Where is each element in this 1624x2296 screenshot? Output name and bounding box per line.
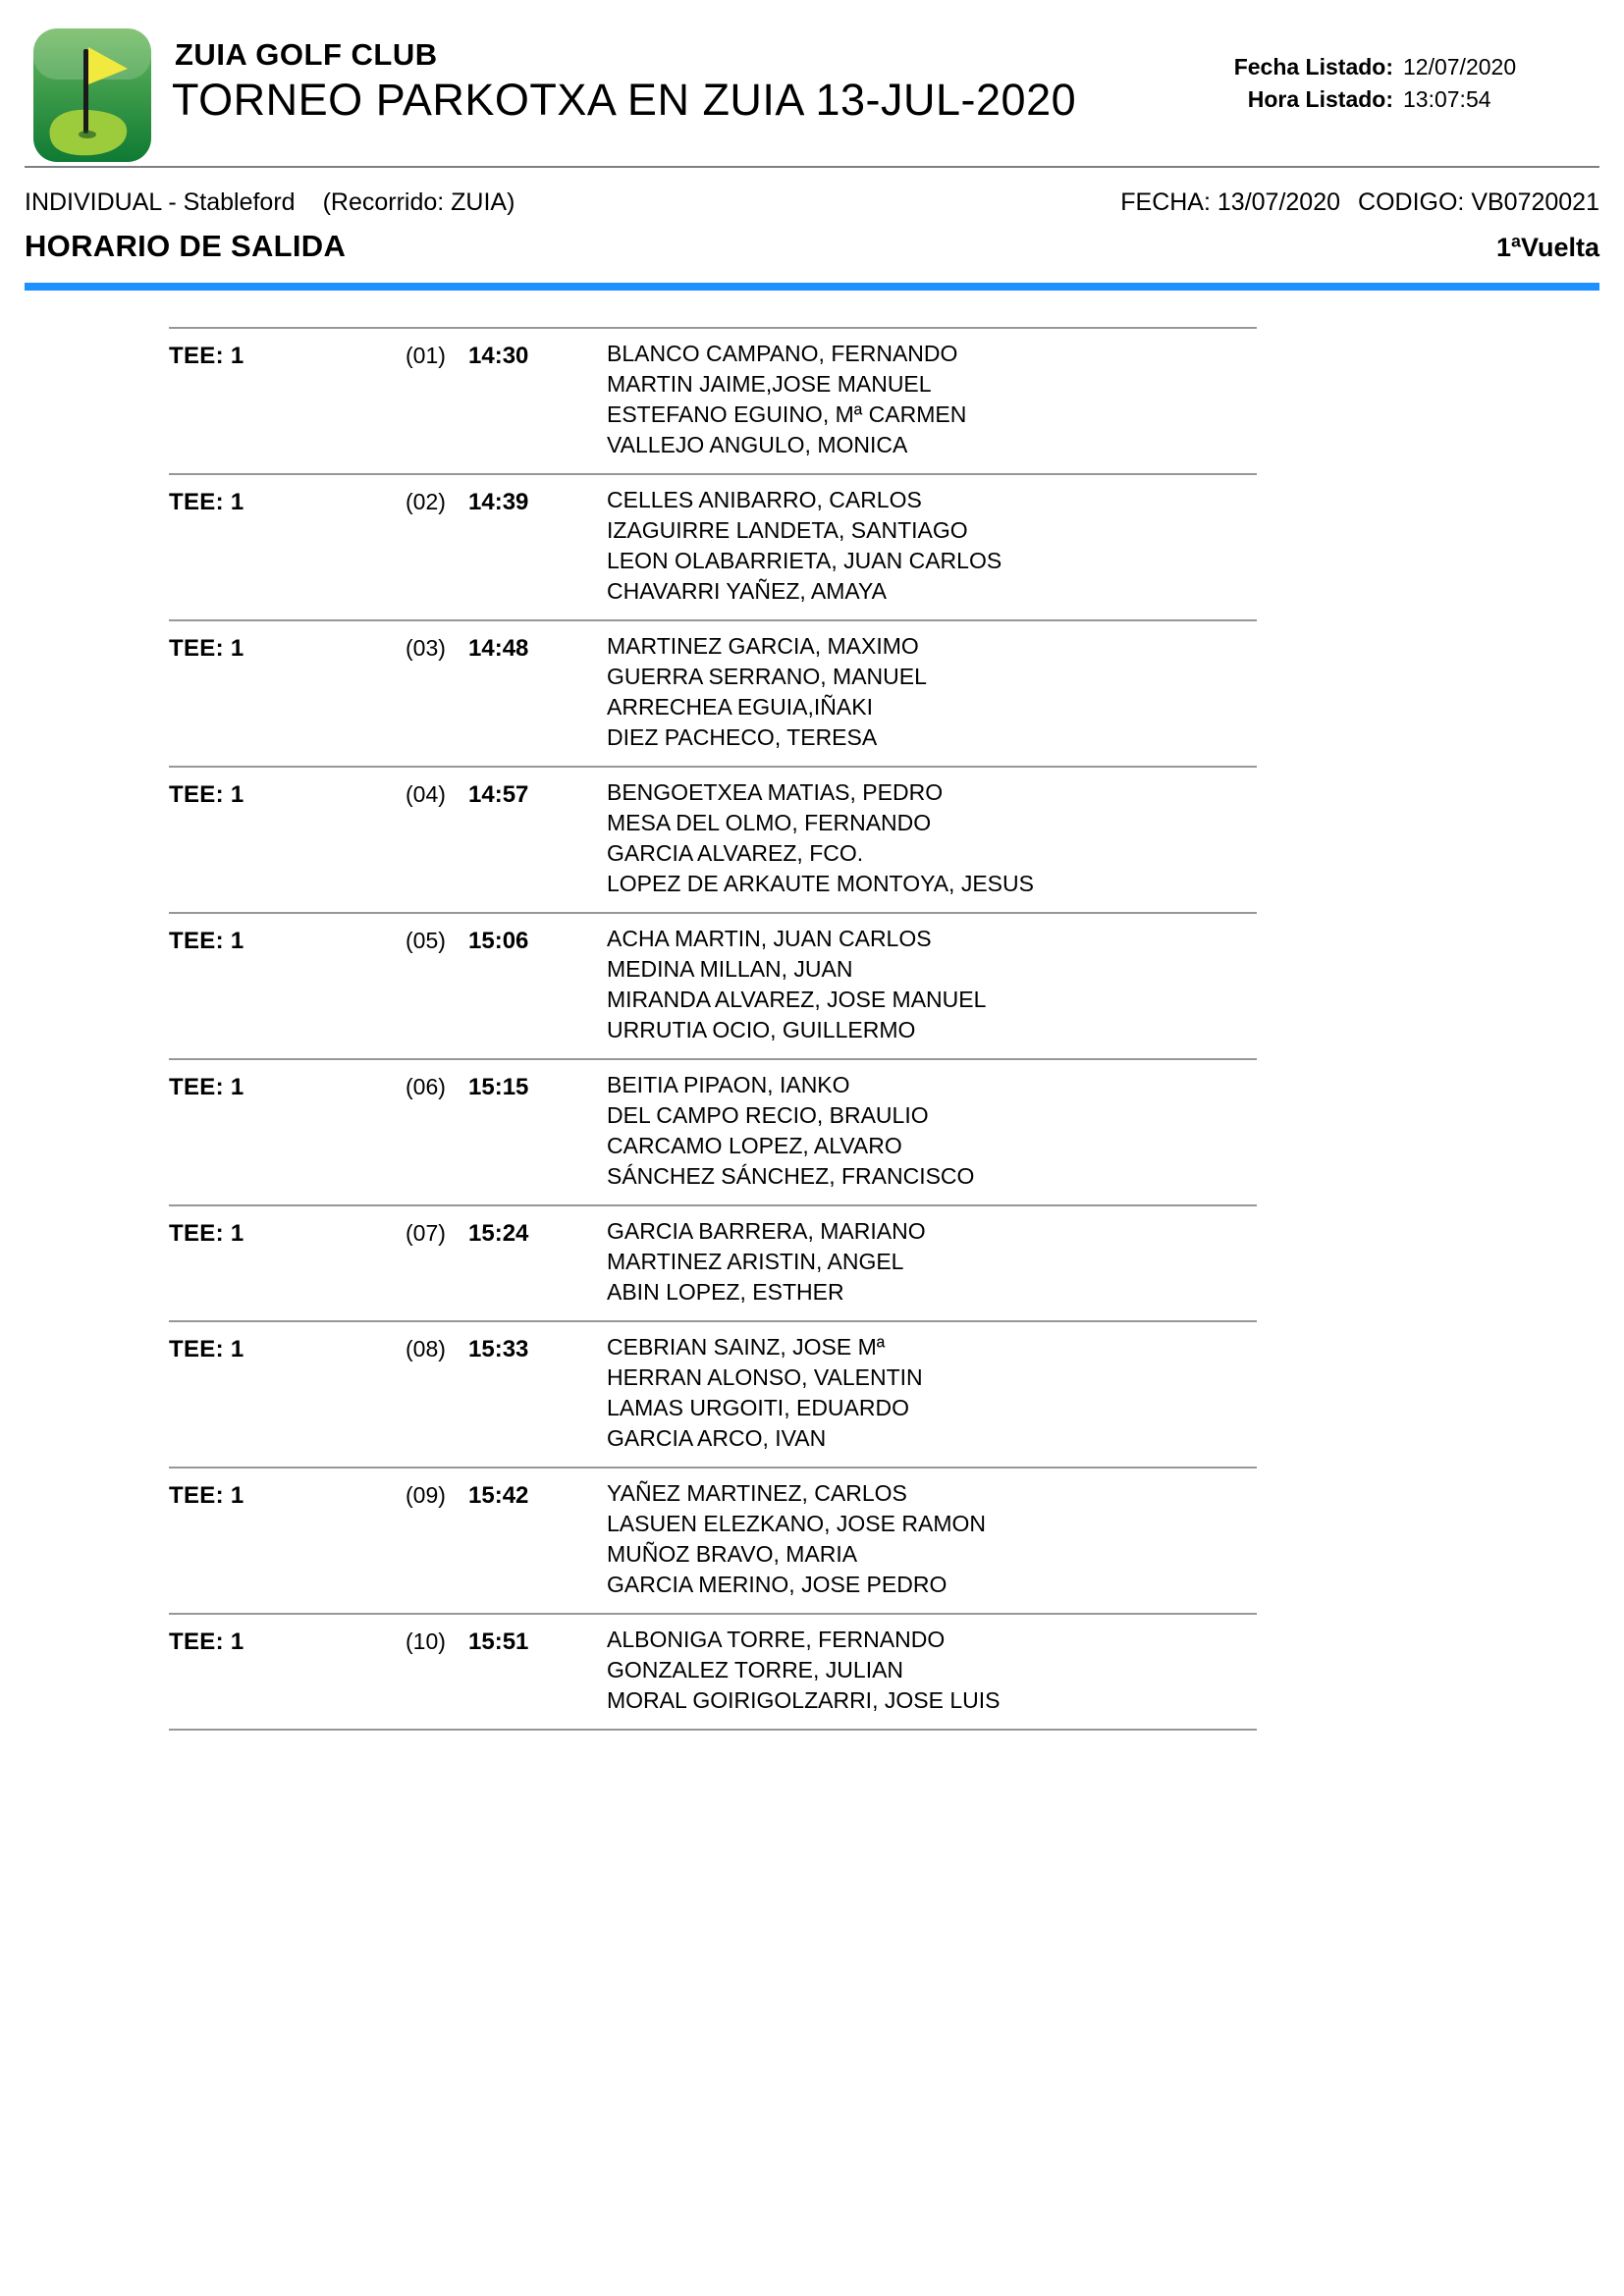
tee-label: TEE: 1 bbox=[169, 1220, 244, 1247]
fecha-pair bbox=[1120, 188, 1340, 216]
start-time: 14:39 bbox=[468, 489, 529, 515]
player-name: DEL CAMPO RECIO, BRAULIO bbox=[607, 1102, 929, 1128]
player-list bbox=[607, 924, 1257, 1045]
player-name: GARCIA BARRERA, MARIANO bbox=[607, 1218, 926, 1244]
tee-label: TEE: 1 bbox=[169, 781, 244, 808]
player-name: MUÑOZ BRAVO, MARIA bbox=[607, 1541, 858, 1567]
tee-label: TEE: 1 bbox=[169, 928, 244, 954]
start-time: 15:06 bbox=[468, 928, 529, 954]
player-name: HERRAN ALONSO, VALENTIN bbox=[607, 1364, 923, 1390]
player-name: GARCIA ALVAREZ, FCO. bbox=[607, 840, 864, 866]
player-name: ESTEFANO EGUINO, Mª CARMEN bbox=[607, 401, 967, 427]
player-name: MEDINA MILLAN, JUAN bbox=[607, 956, 853, 982]
group-order: (03) bbox=[406, 635, 446, 661]
date-code-info bbox=[1120, 188, 1599, 217]
codigo-value: VB0720021 bbox=[1471, 188, 1599, 216]
player-name: CARCAMO LOPEZ, ALVARO bbox=[607, 1133, 902, 1158]
tee-label: TEE: 1 bbox=[169, 1336, 244, 1362]
club-name: ZUIA GOLF CLUB bbox=[175, 37, 438, 72]
tee-label: TEE: 1 bbox=[169, 1074, 244, 1100]
group-order: (08) bbox=[406, 1336, 446, 1362]
club-logo bbox=[32, 27, 152, 163]
tee-time-group bbox=[169, 914, 1257, 1060]
player-name: CEBRIAN SAINZ, JOSE Mª bbox=[607, 1334, 886, 1360]
player-name: LASUEN ELEZKANO, JOSE RAMON bbox=[607, 1511, 986, 1536]
player-name: BENGOETXEA MATIAS, PEDRO bbox=[607, 779, 944, 805]
group-order: (05) bbox=[406, 928, 446, 953]
tee-time-group bbox=[169, 1206, 1257, 1322]
tee-time-group bbox=[169, 768, 1257, 914]
player-name: LEON OLABARRIETA, JUAN CARLOS bbox=[607, 548, 1002, 573]
tee-time-group bbox=[169, 475, 1257, 621]
player-list bbox=[607, 1070, 1257, 1192]
player-name: MARTINEZ GARCIA, MAXIMO bbox=[607, 633, 919, 659]
meta-row bbox=[25, 188, 1599, 217]
start-time: 15:42 bbox=[468, 1482, 529, 1509]
course-label: (Recorrido: ZUIA) bbox=[322, 188, 515, 216]
header-divider bbox=[25, 166, 1599, 168]
tee-time-group bbox=[169, 1322, 1257, 1468]
hora-listado-row bbox=[1234, 83, 1526, 116]
competition-info bbox=[25, 188, 514, 217]
group-order: (07) bbox=[406, 1220, 446, 1246]
tee-label: TEE: 1 bbox=[169, 1482, 244, 1509]
player-list bbox=[607, 1478, 1257, 1600]
tee-label: TEE: 1 bbox=[169, 343, 244, 369]
player-name: VALLEJO ANGULO, MONICA bbox=[607, 432, 908, 457]
codigo-pair bbox=[1358, 188, 1599, 216]
fecha-listado-row bbox=[1234, 51, 1526, 83]
page-title: HORARIO DE SALIDA bbox=[25, 229, 347, 263]
player-name: MARTIN JAIME,JOSE MANUEL bbox=[607, 371, 932, 397]
tee-label: TEE: 1 bbox=[169, 1629, 244, 1655]
start-time: 15:24 bbox=[468, 1220, 529, 1247]
group-order: (01) bbox=[406, 343, 446, 368]
tee-time-group bbox=[169, 1468, 1257, 1615]
player-list bbox=[607, 485, 1257, 607]
player-name: MARTINEZ ARISTIN, ANGEL bbox=[607, 1249, 904, 1274]
group-order: (09) bbox=[406, 1482, 446, 1508]
hora-listado-label: Hora Listado: bbox=[1247, 86, 1393, 112]
group-order: (04) bbox=[406, 781, 446, 807]
tee-label: TEE: 1 bbox=[169, 489, 244, 515]
start-time: 15:33 bbox=[468, 1336, 529, 1362]
fecha-value: 13/07/2020 bbox=[1217, 188, 1341, 216]
player-name: URRUTIA OCIO, GUILLERMO bbox=[607, 1017, 916, 1042]
group-order: (10) bbox=[406, 1629, 446, 1654]
player-name: IZAGUIRRE LANDETA, SANTIAGO bbox=[607, 517, 968, 543]
start-time: 14:57 bbox=[468, 781, 529, 808]
player-name: GUERRA SERRANO, MANUEL bbox=[607, 664, 927, 689]
schedule-table bbox=[169, 327, 1257, 1731]
player-name: SÁNCHEZ SÁNCHEZ, FRANCISCO bbox=[607, 1163, 975, 1189]
player-name: LAMAS URGOITI, EDUARDO bbox=[607, 1395, 909, 1420]
round-label: 1ªVuelta bbox=[1495, 233, 1599, 262]
fecha-label: FECHA: bbox=[1120, 188, 1211, 216]
start-time: 14:30 bbox=[468, 343, 529, 369]
player-name: GONZALEZ TORRE, JULIAN bbox=[607, 1657, 904, 1682]
player-name: DIEZ PACHECO, TERESA bbox=[607, 724, 878, 750]
player-list bbox=[607, 1216, 1257, 1308]
player-list bbox=[607, 1332, 1257, 1454]
player-name: ABIN LOPEZ, ESTHER bbox=[607, 1279, 844, 1305]
start-time: 14:48 bbox=[468, 635, 529, 662]
player-name: GARCIA MERINO, JOSE PEDRO bbox=[607, 1572, 947, 1597]
player-name: BEITIA PIPAON, IANKO bbox=[607, 1072, 850, 1097]
accent-divider bbox=[25, 283, 1599, 291]
player-name: CELLES ANIBARRO, CARLOS bbox=[607, 487, 922, 512]
player-name: LOPEZ DE ARKAUTE MONTOYA, JESUS bbox=[607, 871, 1034, 896]
player-list bbox=[607, 339, 1257, 460]
player-name: CHAVARRI YAÑEZ, AMAYA bbox=[607, 578, 888, 604]
player-list bbox=[607, 1625, 1257, 1716]
player-name: ALBONIGA TORRE, FERNANDO bbox=[607, 1627, 946, 1652]
player-name: GARCIA ARCO, IVAN bbox=[607, 1425, 827, 1451]
group-order: (02) bbox=[406, 489, 446, 514]
player-name: ARRECHEA EGUIA,IÑAKI bbox=[607, 694, 873, 720]
tee-time-group bbox=[169, 1615, 1257, 1731]
player-name: ACHA MARTIN, JUAN CARLOS bbox=[607, 926, 932, 951]
player-name: MESA DEL OLMO, FERNANDO bbox=[607, 810, 932, 835]
golf-flag-icon bbox=[32, 27, 152, 163]
tee-time-group bbox=[169, 329, 1257, 475]
player-list bbox=[607, 631, 1257, 753]
player-name: MIRANDA ALVAREZ, JOSE MANUEL bbox=[607, 987, 987, 1012]
player-name: YAÑEZ MARTINEZ, CARLOS bbox=[607, 1480, 907, 1506]
tournament-title: TORNEO PARKOTXA EN ZUIA 13-JUL-2020 bbox=[172, 75, 1077, 125]
player-list bbox=[607, 777, 1257, 899]
player-name: BLANCO CAMPANO, FERNANDO bbox=[607, 341, 958, 366]
codigo-label: CODIGO: bbox=[1358, 188, 1465, 216]
fecha-listado-label: Fecha Listado: bbox=[1233, 54, 1393, 80]
fecha-listado-value: 12/07/2020 bbox=[1403, 54, 1517, 80]
tee-label: TEE: 1 bbox=[169, 635, 244, 662]
start-time: 15:15 bbox=[468, 1074, 529, 1100]
group-order: (06) bbox=[406, 1074, 446, 1099]
tee-time-group bbox=[169, 1060, 1257, 1206]
player-name: MORAL GOIRIGOLZARRI, JOSE LUIS bbox=[607, 1687, 1001, 1713]
competition-type: INDIVIDUAL - Stableford bbox=[25, 188, 296, 216]
section-row bbox=[25, 229, 1599, 264]
hora-listado-value: 13:07:54 bbox=[1403, 86, 1491, 112]
tee-time-group bbox=[169, 621, 1257, 768]
start-time: 15:51 bbox=[468, 1629, 529, 1655]
listado-info bbox=[1234, 51, 1526, 116]
